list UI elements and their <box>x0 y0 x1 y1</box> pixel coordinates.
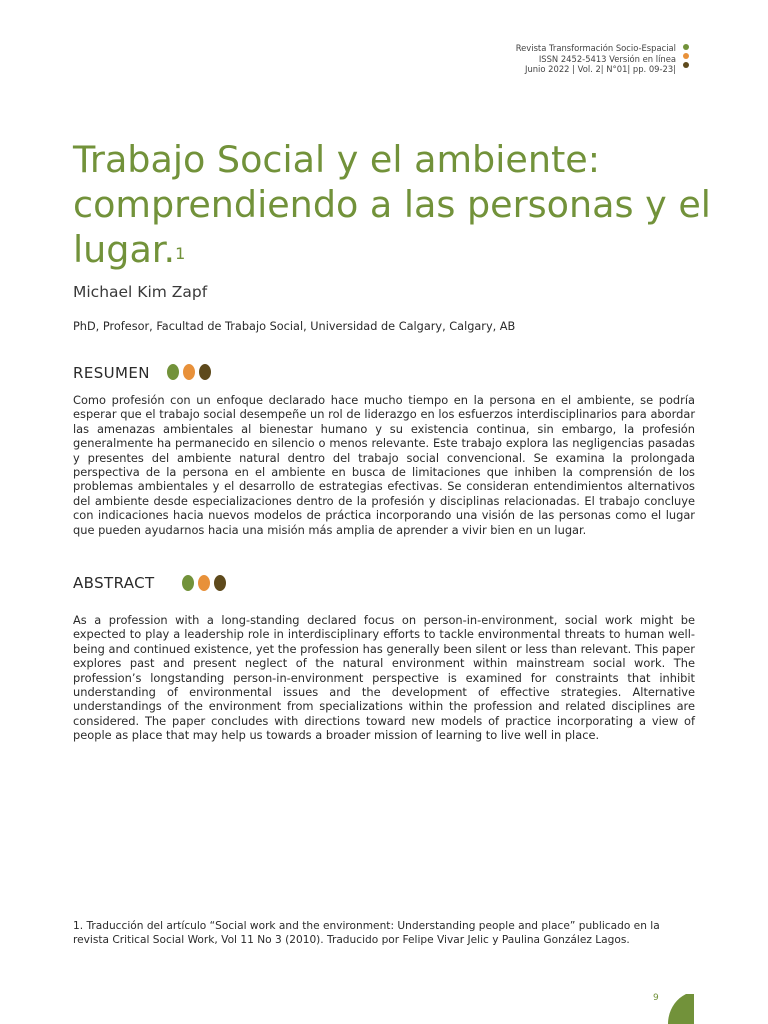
header-dots-icon <box>683 44 691 71</box>
green-dot <box>182 575 194 591</box>
page-number: 9 <box>653 993 659 1003</box>
abstract-heading: ABSTRACT <box>73 574 155 592</box>
abstract-text: As a profession with a long-standing declared focus on person-in-environment, social work might be expected to play a leadership role in interdisciplinary efforts to tackle environmental threats to human well-being and continued existence, yet the profession has generally been silent or less than relevant. This paper explores past and present neglect of the natural environment within mainstream social work. The profession’s longstanding person-in-environment perspective is examined for constraints that inhibit understanding of environmental issues and the development of effective strategies. Alternative understandings of the environment from specializations within the profession and related disciplines are considered. The paper concludes with directions toward new models of practice incorporating a view of people as place that may help us towards a broader mission of learning to live well in place. <box>73 613 695 743</box>
issn: ISSN 2452-5413 Versión en línea <box>538 53 676 64</box>
brown-dot <box>199 364 211 380</box>
issue-info: Junio 2022 | Vol. 2| N°01| pp. 09-23| <box>524 64 676 74</box>
brown-dot <box>214 575 226 591</box>
orange-dot <box>683 53 689 59</box>
orange-dot <box>183 364 195 380</box>
title-text: Trabajo Social y el ambiente: comprendiendo a las personas y el lugar. <box>73 138 711 271</box>
orange-dot <box>198 575 210 591</box>
green-dot <box>683 44 689 50</box>
journal-name: Revista Transformación Socio-Espacial <box>515 43 676 53</box>
resumen-text: Como profesión con un enfoque declarado hace mucho tiempo en la persona en el ambiente, se podría esperar que el trabajo social desempeñe un rol de liderazgo en los esfuerzos interdisciplinarios para abordar las amenazas ambientales al bienestar humano y su existencia continua, sin embargo, la profesión generalmente ha permanecido en silencio o menos relevante. Este trabajo explora las negligencias pasadas y presentes del ambiente natural dentro del trabajo social convencional. Se examina la prolongada perspectiva de la persona en el ambiente en busca de limitaciones que inhiben la comprensión de los problemas ambientales y el desarrollo de estrategias efectivas. Se consideran entendimientos alternativos del ambiente desde especializaciones dentro de la profesión y disciplinas relacionadas. El trabajo concluye con indicaciones hacia nuevos modelos de práctica incorporando una visión de las personas como el lugar que pueden ayudarnos hacia una misión más amplia de aprender a vivir bien en un lugar. <box>73 393 695 537</box>
green-dot <box>167 364 179 380</box>
title-footnote-mark: 1 <box>175 244 186 263</box>
resumen-heading: RESUMEN <box>73 364 150 382</box>
footnote: 1. Traducción del artículo “Social work and the environment: Understanding people and place” publicado en la revista Critical Social Work, Vol 11 No 3 (2010). Traducido por Felipe Vivar Jelic y Paulina González Lagos. <box>73 920 660 946</box>
resumen-dots-icon <box>167 364 215 380</box>
page-corner-icon <box>660 990 694 1024</box>
brown-dot <box>683 62 689 68</box>
author-name: Michael Kim Zapf <box>73 283 208 301</box>
author-affiliation: PhD, Profesor, Facultad de Trabajo Social, Universidad de Calgary, Calgary, AB <box>73 320 516 333</box>
page-corner-shape <box>668 994 694 1024</box>
journal-header <box>516 43 676 75</box>
article-title <box>73 137 713 272</box>
abstract-dots-icon <box>182 575 230 591</box>
